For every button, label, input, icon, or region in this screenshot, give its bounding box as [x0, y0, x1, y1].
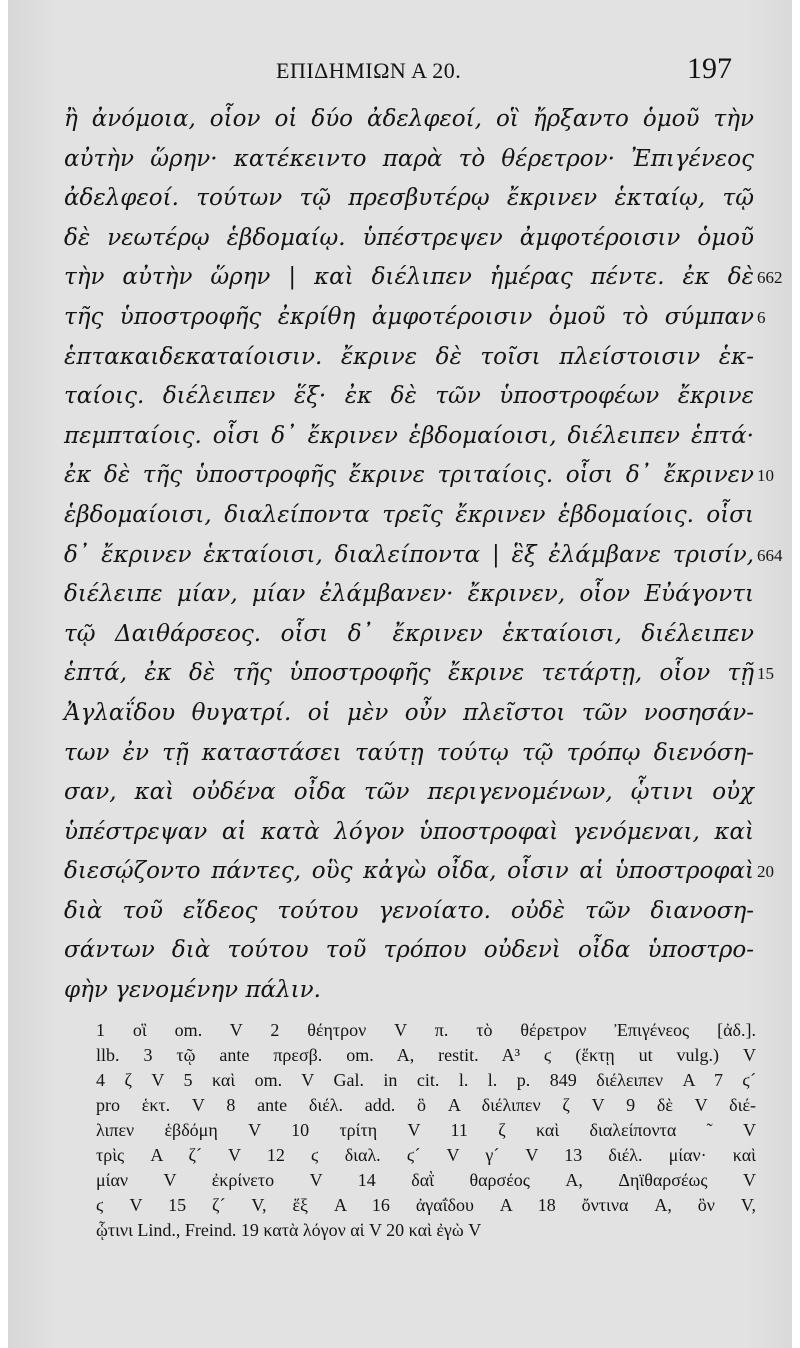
apparatus-line: pro ἑκτ. V 8 ante διέλ. add. ὃ A διέλιπεν ζ V 9 δὲ V διέ- — [96, 1095, 756, 1115]
text-line: δ᾽ ἔκρινεν ἑκταίοισι, διαλείποντα | ἓξ ἐλάμβανε τρισίν, 664 — [64, 536, 754, 576]
page-number: 197 — [687, 52, 732, 85]
text-line: σάντων διὰ τούτου τοῦ τρόπου οὐδενὶ οἶδα ὑποστρο- — [64, 937, 754, 964]
text-line: διεσῴζοντο πάντες, οὓς κἀγὼ οἶδα, οἷσιν αἱ ὑποστροφαὶ 20 — [64, 852, 754, 892]
text-line: ἑβδομαίοισι, διαλείποντα τρεῖς ἔκρινεν ἑβδομαίοις. οἷσι — [64, 501, 754, 528]
margin-number: 6 — [757, 307, 766, 327]
margin-number: 10 — [757, 466, 774, 486]
running-head: ΕΠΙΔΗΜΙΩΝ Α 20. — [276, 58, 462, 83]
text-line: τῷ Δαιθάρσεος. οἷσι δ᾽ ἔκρινεν ἑκταίοισι, διέλειπεν — [64, 620, 754, 647]
apparatus-line: ϛ V 15 ζ´ V, ἕξ A 16 ἀγαΐδου A 18 ὄντινα A, ὃν V, — [96, 1195, 756, 1215]
apparatus-line: μίαν V ἐκρίνετο V 14 δαῒ θαρσέος A, Δηϊθαρσέως V — [96, 1170, 756, 1190]
apparatus-line: λιπεν ἑβδόμη V 10 τρίτη V 11 ζ καὶ διαλείποντα ˜ V — [96, 1120, 756, 1140]
critical-apparatus — [96, 1018, 756, 1243]
text-line: ἐκ δὲ τῆς ὑποστροφῆς ἔκρινε τριταίοις. οἷσι δ᾽ ἔκρινεν 10 — [64, 456, 754, 496]
margin-number: 20 — [757, 862, 774, 882]
text-line: διέλειπε μίαν, μίαν ἐλάμβανεν· ἔκρινεν, οἷον Εὐάγοντι — [64, 581, 754, 608]
apparatus-line: 4 ζ V 5 καὶ om. V Gal. in cit. l. l. p. 849 διέλειπεν A 7 ϛ´ — [96, 1070, 756, 1090]
text-line: ἑπτά, ἐκ δὲ τῆς ὑποστροφῆς ἔκρινε τετάρτῃ, οἷον τῇ 15 — [64, 654, 754, 694]
text-line: σαν, καὶ οὐδένα οἶδα τῶν περιγενομένων, ᾧτινι οὐχ — [64, 779, 754, 806]
text-line: ἀδελφεοί. τούτων τῷ πρεσβυτέρῳ ἔκρινεν ἑκταίῳ, τῷ — [64, 185, 754, 212]
book-page — [8, 0, 792, 1348]
text-line: δὲ νεωτέρῳ ἑβδομαίῳ. ὑπέστρεψεν ἀμφοτέροισιν ὁμοῦ — [64, 224, 754, 251]
apparatus-line: τρὶς A ζ´ V 12 ϛ διαλ. ϛ´ V γ´ V 13 διέλ. μίαν· καὶ — [96, 1145, 756, 1165]
text-line: αὐτὴν ὥρην· κατέκειντο παρὰ τὸ θέρετρον· Ἐπιγένεος — [64, 145, 754, 172]
text-line: τῆς ὑποστροφῆς ἐκρίθη ἀμφοτέροισιν ὁμοῦ τὸ σύμπαν 6 — [64, 298, 754, 338]
apparatus-line: llb. 3 τῷ ante πρεσβ. om. A, restit. A³ ϛ (ἕκτῃ ut vulg.) V — [96, 1045, 756, 1065]
text-line: φὴν γενομένην πάλιν. — [64, 977, 321, 1004]
text-line: ταίοις. διέλειπεν ἕξ· ἐκ δὲ τῶν ὑποστροφέων ἔκρινε — [64, 383, 754, 410]
text-line: των ἐν τῇ καταστάσει ταύτῃ τούτῳ τῷ τρόπῳ διενόση- — [64, 739, 754, 766]
text-line: διὰ τοῦ εἴδεος τούτου γενοίατο. οὐδὲ τῶν διανοση- — [64, 897, 754, 924]
apparatus-line: ᾧτινι Lind., Freind. 19 κατὰ λόγον αἱ V 20 καὶ ἐγὼ V — [96, 1220, 482, 1240]
text-line: ἢ ἀνόμοια, οἷον οἱ δύο ἀδελφεοί, οἳ ἤρξαντο ὁμοῦ τὴν — [64, 106, 754, 132]
text-line: ὑπέστρεψαν αἱ κατὰ λόγον ὑποστροφαὶ γενόμεναι, καὶ — [64, 818, 754, 845]
main-text — [64, 100, 783, 1011]
text-line: πεμπταίοις. οἷσι δ᾽ ἔκρινεν ἑβδομαίοισι, διέλειπεν ἑπτά· — [64, 422, 754, 449]
margin-number: 15 — [757, 664, 774, 684]
text-line: Ἀγλαΐδου θυγατρί. οἱ μὲν οὖν πλεῖστοι τῶν νοσησάν- — [64, 699, 754, 726]
text-line: ἑπτακαιδεκαταίοισιν. ἔκρινε δὲ τοῖσι πλείστοισιν ἑκ- — [64, 343, 754, 370]
apparatus-line: 1 οἳ om. V 2 θέητρον V π. τὸ θέρετρον Ἐπιγένεος [ἀδ.]. — [96, 1020, 756, 1040]
text-line: τὴν αὐτὴν ὥρην | καὶ διέλιπεν ἡμέρας πέντε. ἐκ δὲ 662 — [64, 258, 754, 298]
page-header — [8, 52, 792, 92]
margin-number: 662 — [757, 268, 783, 288]
margin-number: 664 — [757, 545, 783, 565]
